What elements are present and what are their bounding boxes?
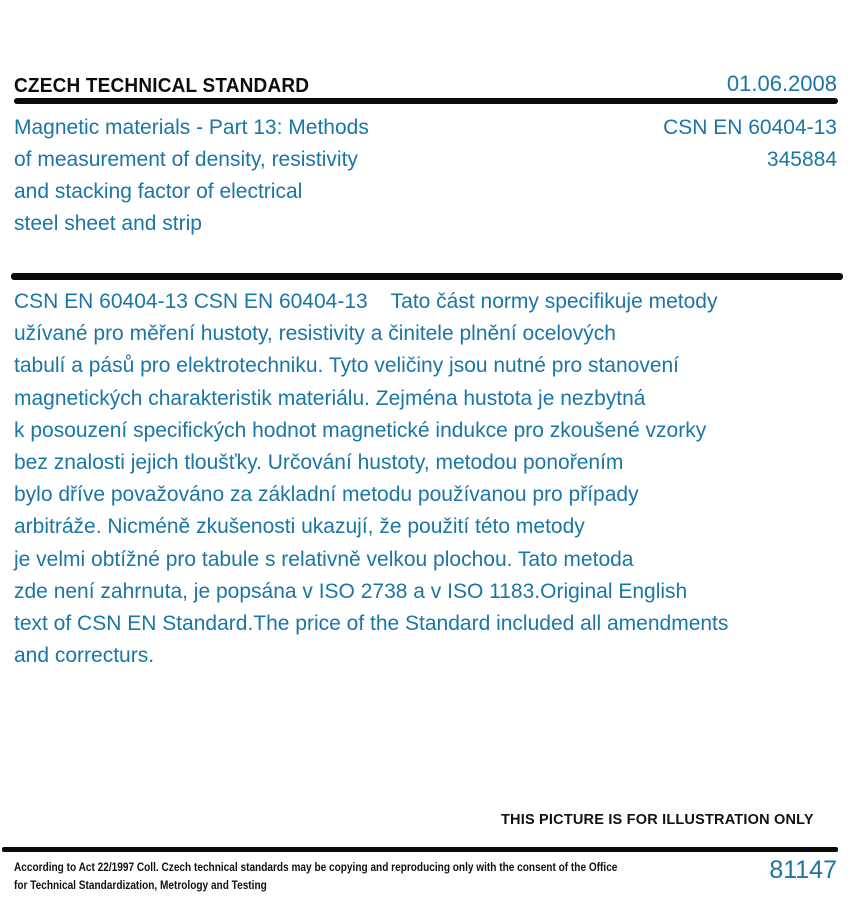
copyright-line: According to Act 22/1997 Coll. Czech technical standards may be copying and reproducing only with the consent of the Office (14, 860, 618, 874)
title-line: of measurement of density, resistivity (14, 148, 358, 171)
illustration-note: THIS PICTURE IS FOR ILLUSTRATION ONLY (501, 812, 814, 828)
abstract-line: tabulí a pásů pro elektrotechniku. Tyto veličiny jsou nutné pro stanovení (14, 354, 680, 378)
abstract-line: text of CSN EN Standard.The price of the Standard included all amendments (14, 612, 729, 636)
title-line: Magnetic materials - Part 13: Methods (14, 116, 369, 139)
header-rule (14, 98, 838, 104)
abstract-line: zde není zahrnuta, je popsána v ISO 2738 a v ISO 1183.Original English (14, 579, 688, 603)
catalog-number: 345884 (766, 148, 837, 171)
standard-code: CSN EN 60404-13 (663, 116, 837, 139)
abstract-line: and correcturs. (14, 644, 155, 668)
abstract-line: je velmi obtížné pro tabule s relativně velkou plochou. Tato metoda (14, 547, 634, 571)
abstract-line: magnetických charakteristik materiálu. Zejména hustota je nezbytná (14, 386, 646, 410)
footer-rule (2, 847, 838, 852)
title-rule (11, 273, 843, 280)
abstract-line: k posouzení specifických hodnot magnetické indukce pro zkoušené vzorky (14, 418, 707, 442)
abstract-line: bez znalosti jejich tloušťky. Určování hustoty, metodou ponořením (14, 451, 624, 475)
abstract-line: CSN EN 60404-13 CSN EN 60404-13 Tato část normy specifikuje metody (14, 290, 718, 313)
abstract-line: bylo dříve považováno za základní metodu používanou pro případy (14, 483, 639, 507)
abstract-line: užívané pro měření hustoty, resistivity a činitele plnění ocelových (14, 322, 616, 346)
header-title: CZECH TECHNICAL STANDARD (14, 75, 310, 97)
document-number: 81147 (769, 856, 837, 884)
issue-date: 01.06.2008 (726, 71, 837, 96)
title-line: steel sheet and strip (14, 212, 202, 235)
copyright-line: for Technical Standardization, Metrology and Testing (14, 877, 267, 892)
title-line: and stacking factor of electrical (14, 180, 303, 203)
abstract (14, 286, 728, 672)
copyright-notice (14, 859, 617, 894)
standard-identifiers (663, 112, 837, 176)
abstract-line: arbitráže. Nicméně zkušenosti ukazují, že použití této metody (14, 515, 585, 539)
standard-title (14, 112, 369, 240)
